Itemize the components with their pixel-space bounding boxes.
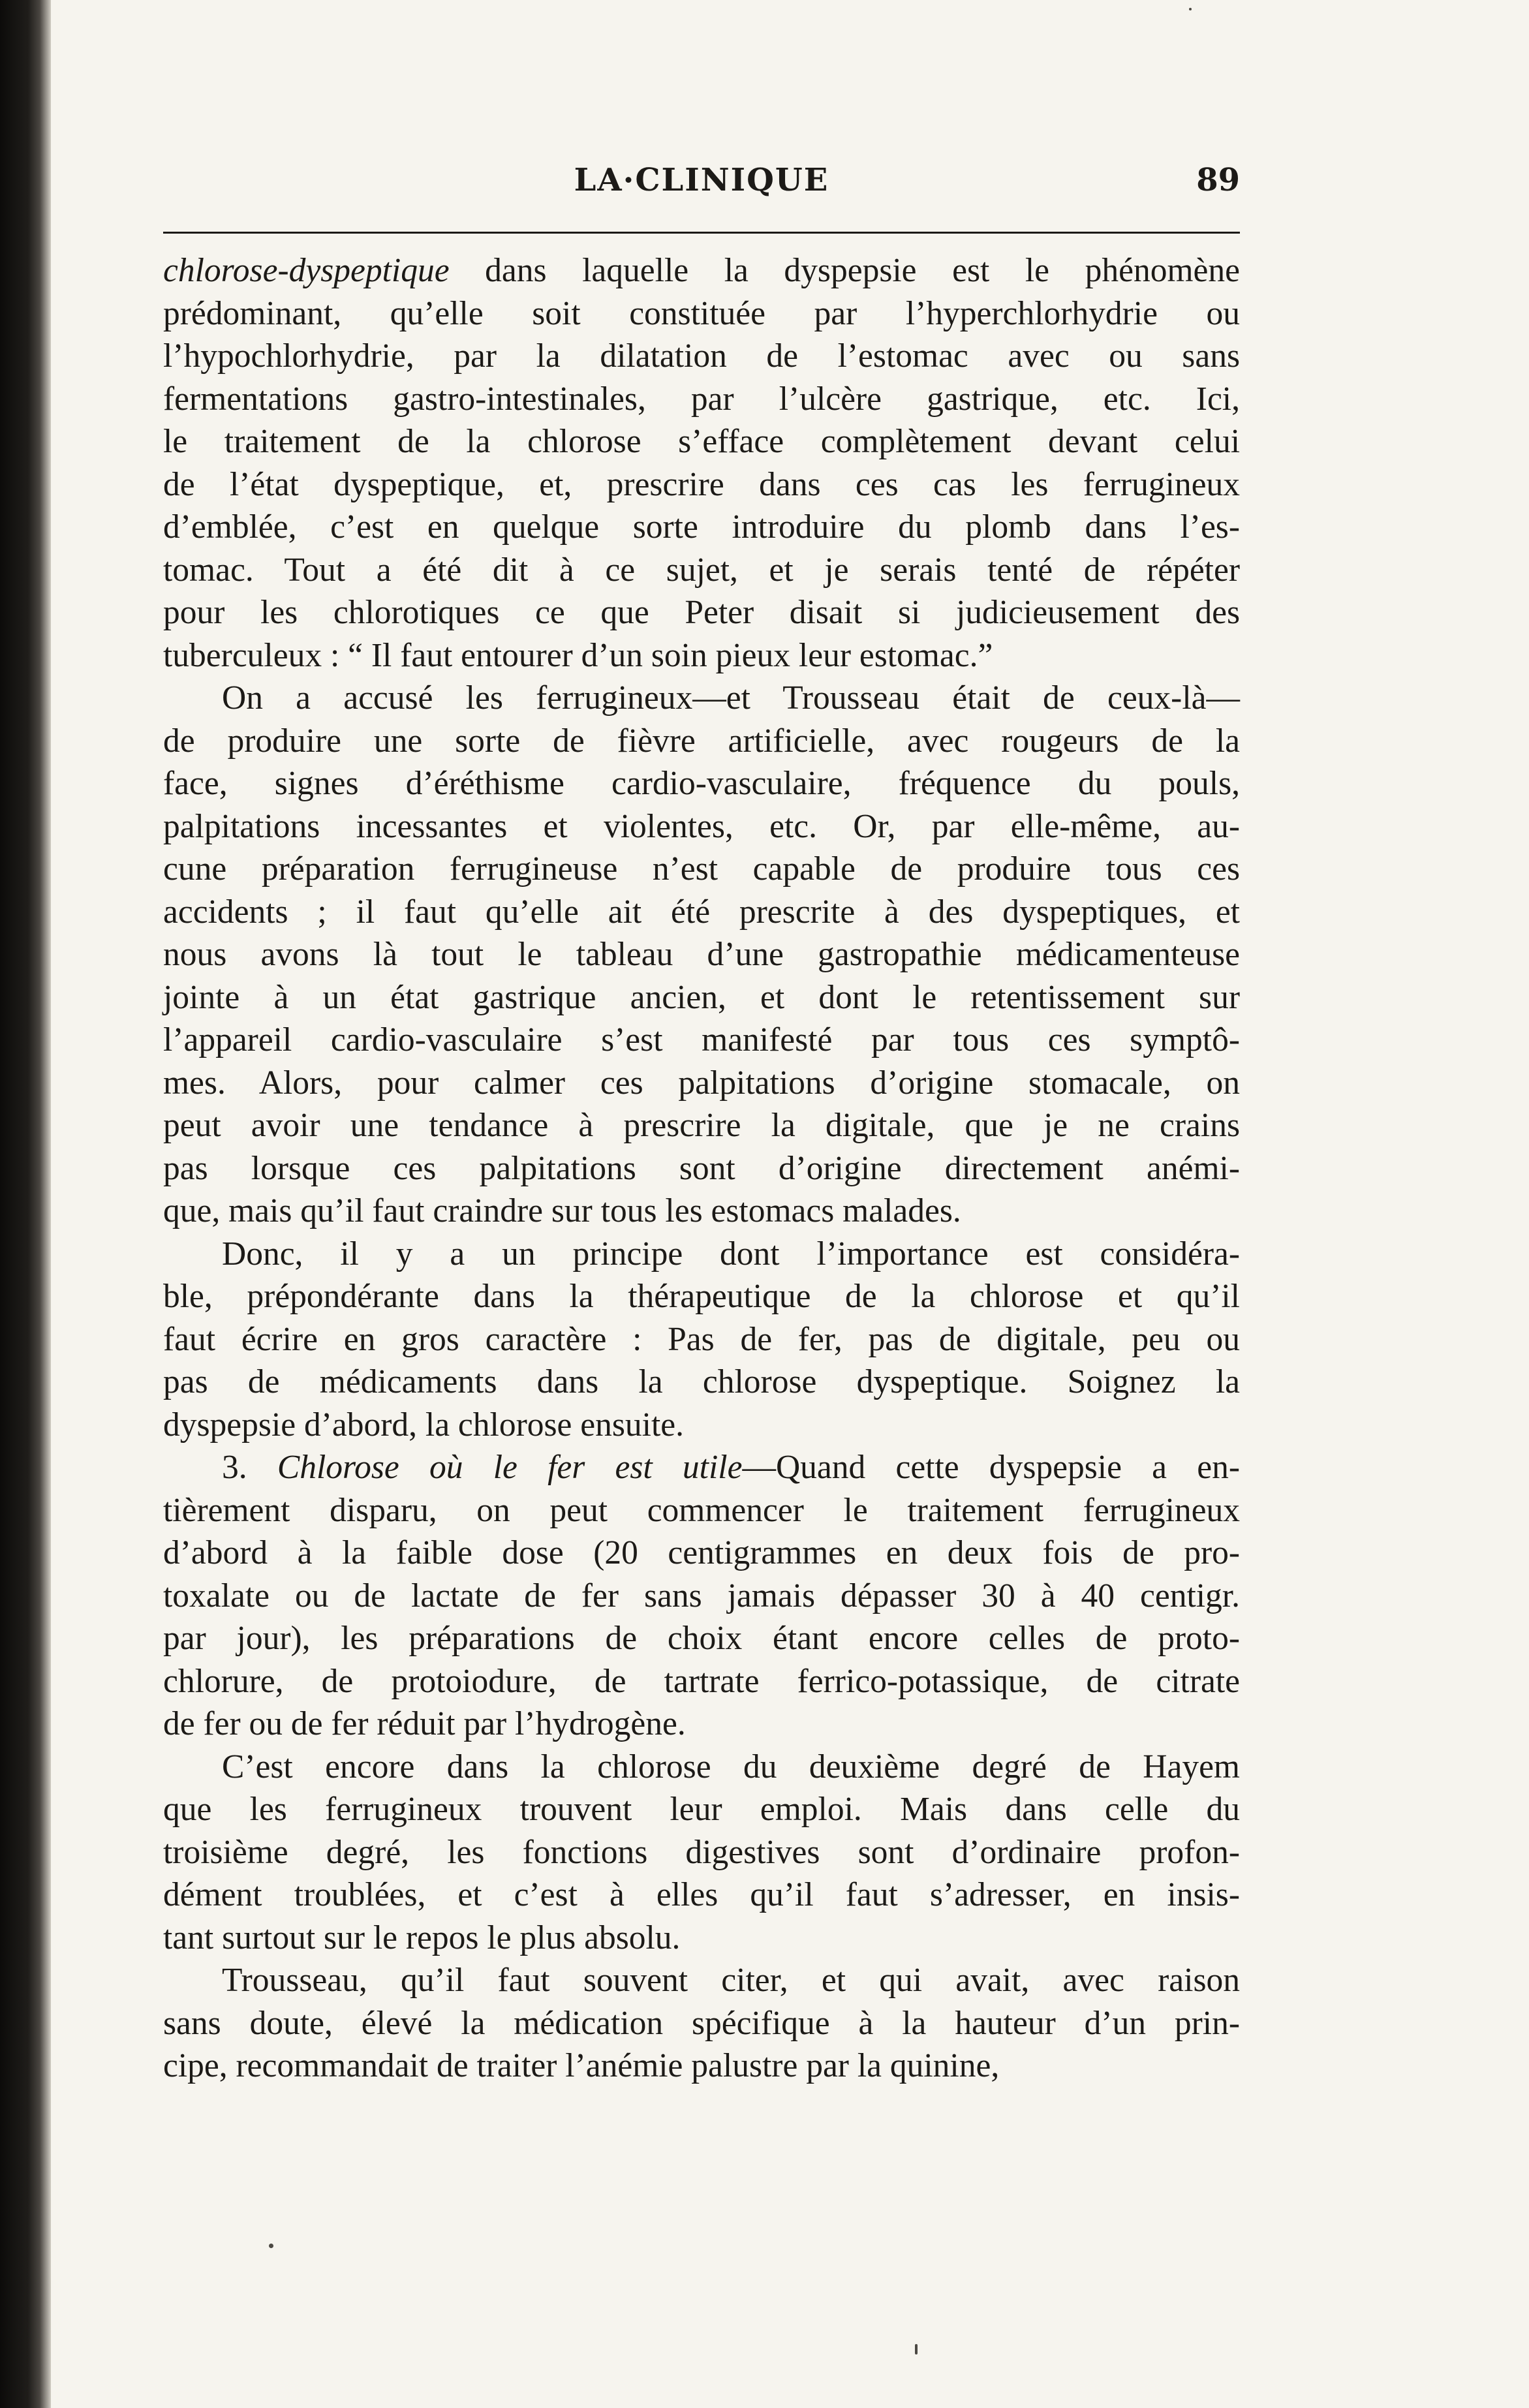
text-line bbox=[163, 1703, 1240, 1746]
text-line bbox=[163, 891, 1240, 934]
text-line bbox=[163, 335, 1240, 378]
running-title: LA·CLINIQUE bbox=[574, 162, 829, 198]
text-line bbox=[163, 848, 1240, 891]
body-text bbox=[163, 249, 1240, 2088]
paragraph bbox=[163, 1233, 1240, 1447]
text-line bbox=[163, 762, 1240, 805]
text-run: l’appareil cardio-vasculaire s’est manifesté par tous ces symptô- bbox=[163, 1021, 1240, 1058]
text-line bbox=[163, 591, 1240, 634]
text-run: prédominant, qu’elle soit constituée par l’hyperchlorhydrie ou bbox=[163, 294, 1240, 332]
text-line bbox=[163, 549, 1240, 592]
page-header bbox=[163, 162, 1240, 208]
binding-edge bbox=[0, 0, 51, 2408]
text-line bbox=[163, 1575, 1240, 1618]
text-run: palpitations incessantes et violentes, etc. Or, par elle-même, au- bbox=[163, 807, 1240, 845]
text-run: pour les chlorotiques ce que Peter disait si judicieusement des bbox=[163, 594, 1240, 631]
text-run: mes. Alors, pour calmer ces palpitations d’origine stomacale, on bbox=[163, 1064, 1240, 1102]
text-run: sans doute, élevé la médication spécifique à la hauteur d’un prin- bbox=[163, 2004, 1240, 2042]
text-run: Trousseau, qu’il faut souvent citer, et qui avait, avec raison bbox=[222, 1962, 1240, 1999]
text-run: tant surtout sur le repos le plus absolu. bbox=[163, 1919, 681, 1956]
scan-speck bbox=[915, 2344, 918, 2354]
paragraph bbox=[163, 1446, 1240, 1746]
text-run: peut avoir une tendance à prescrire la digitale, que je ne crains bbox=[163, 1107, 1240, 1144]
text-line bbox=[163, 933, 1240, 976]
text-run: 3. bbox=[222, 1449, 277, 1486]
text-run: Donc, il y a un principe dont l’importance est considéra- bbox=[222, 1235, 1240, 1273]
text-run: cipe, recommandait de traiter l’anémie palustre par la quinine, bbox=[163, 2047, 1000, 2084]
text-run: faut écrire en gros caractère : Pas de fer, pas de digitale, peu ou bbox=[163, 1320, 1240, 1358]
text-run: nous avons là tout le tableau d’une gastropathie médicamenteuse bbox=[163, 936, 1240, 973]
text-line bbox=[163, 1489, 1240, 1532]
paragraph bbox=[163, 249, 1240, 677]
text-line bbox=[163, 1062, 1240, 1105]
text-run: accidents ; il faut qu’elle ait été prescrite à des dyspeptiques, et bbox=[163, 893, 1240, 931]
italic-text: chlorose-dyspeptique bbox=[163, 252, 450, 289]
text-run: jointe à un état gastrique ancien, et dont le retentissement sur bbox=[163, 978, 1240, 1016]
text-run: d’emblée, c’est en quelque sorte introduire du plomb dans l’es- bbox=[163, 508, 1240, 546]
text-run: face, signes d’éréthisme cardio-vasculaire, fréquence du pouls, bbox=[163, 765, 1240, 802]
text-run: dément troublées, et c’est à elles qu’il faut s’adresser, en insis- bbox=[163, 1876, 1240, 1913]
text-line bbox=[163, 2002, 1240, 2045]
text-line bbox=[163, 1318, 1240, 1361]
text-run: de produire une sorte de fièvre artificielle, avec rougeurs de la bbox=[163, 722, 1240, 760]
text-line bbox=[163, 292, 1240, 335]
text-run: tièrement disparu, on peut commencer le traitement ferrugineux bbox=[163, 1491, 1240, 1529]
text-line bbox=[163, 1104, 1240, 1147]
text-line bbox=[163, 249, 1240, 292]
text-line bbox=[163, 677, 1240, 720]
text-line bbox=[163, 1917, 1240, 1960]
text-run: —Quand cette dyspepsie a en- bbox=[742, 1449, 1241, 1486]
text-line bbox=[163, 1874, 1240, 1917]
text-line bbox=[163, 463, 1240, 506]
text-line bbox=[163, 1617, 1240, 1660]
text-line bbox=[163, 1959, 1240, 2002]
text-line bbox=[163, 1190, 1240, 1233]
header-rule bbox=[163, 232, 1240, 234]
text-line bbox=[163, 378, 1240, 421]
text-line bbox=[163, 805, 1240, 848]
text-run: pas de médicaments dans la chlorose dyspeptique. Soignez la bbox=[163, 1363, 1240, 1400]
text-line bbox=[163, 1361, 1240, 1404]
text-line bbox=[163, 506, 1240, 549]
scan-speck bbox=[269, 2244, 273, 2248]
text-run: toxalate ou de lactate de fer sans jamais dépasser 30 à 40 centigr. bbox=[163, 1577, 1240, 1614]
text-line bbox=[163, 720, 1240, 763]
text-run: tomac. Tout a été dit à ce sujet, et je serais tenté de répéter bbox=[163, 551, 1240, 589]
text-line bbox=[163, 1788, 1240, 1831]
text-run: tuberculeux : “ Il faut entourer d’un soin pieux leur estomac.” bbox=[163, 636, 993, 674]
text-line bbox=[163, 976, 1240, 1019]
text-line bbox=[163, 1404, 1240, 1447]
text-run: dans laquelle la dyspepsie est le phénomène bbox=[449, 252, 1240, 289]
italic-text: Chlorose où le fer est utile bbox=[277, 1449, 743, 1486]
text-run: cune préparation ferrugineuse n’est capable de produire tous ces bbox=[163, 850, 1240, 888]
scan-speck bbox=[1189, 8, 1192, 10]
text-run: troisième degré, les fonctions digestives sont d’ordinaire profon- bbox=[163, 1833, 1240, 1871]
text-run: le traitement de la chlorose s’efface complètement devant celui bbox=[163, 423, 1240, 460]
text-line bbox=[163, 1831, 1240, 1874]
text-run: fermentations gastro-intestinales, par l’ulcère gastrique, etc. Ici, bbox=[163, 380, 1240, 418]
text-line bbox=[163, 1019, 1240, 1062]
page-number: 89 bbox=[1196, 162, 1240, 198]
text-line bbox=[163, 1532, 1240, 1575]
text-line bbox=[163, 1446, 1240, 1489]
text-run: que les ferrugineux trouvent leur emploi. Mais dans celle du bbox=[163, 1791, 1240, 1828]
paragraph bbox=[163, 1746, 1240, 1960]
text-line bbox=[163, 2045, 1240, 2088]
text-line bbox=[163, 634, 1240, 677]
text-run: dyspepsie d’abord, la chlorose ensuite. bbox=[163, 1406, 685, 1443]
text-line bbox=[163, 1275, 1240, 1318]
text-run: que, mais qu’il faut craindre sur tous les estomacs malades. bbox=[163, 1192, 961, 1229]
text-run: On a accusé les ferrugineux—et Trousseau était de ceux-là— bbox=[222, 679, 1240, 717]
text-line bbox=[163, 1233, 1240, 1276]
text-line bbox=[163, 1660, 1240, 1703]
paragraph bbox=[163, 677, 1240, 1233]
text-run: chlorure, de protoiodure, de tartrate ferrico-potassique, de citrate bbox=[163, 1662, 1240, 1700]
text-run: de l’état dyspeptique, et, prescrire dans ces cas les ferrugineux bbox=[163, 465, 1240, 503]
text-line bbox=[163, 1746, 1240, 1789]
text-line bbox=[163, 420, 1240, 463]
text-run: pas lorsque ces palpitations sont d’origine directement anémi- bbox=[163, 1149, 1240, 1187]
text-run: l’hypochlorhydrie, par la dilatation de l’estomac avec ou sans bbox=[163, 337, 1240, 375]
text-run: par jour), les préparations de choix étant encore celles de proto- bbox=[163, 1620, 1240, 1657]
paragraph bbox=[163, 1959, 1240, 2088]
text-line bbox=[163, 1147, 1240, 1190]
text-run: de fer ou de fer réduit par l’hydrogène. bbox=[163, 1705, 686, 1742]
text-run: C’est encore dans la chlorose du deuxième degré de Hayem bbox=[222, 1748, 1240, 1785]
text-run: d’abord à la faible dose (20 centigrammes en deux fois de pro- bbox=[163, 1534, 1240, 1571]
text-run: ble, prépondérante dans la thérapeutique de la chlorose et qu’il bbox=[163, 1278, 1240, 1315]
